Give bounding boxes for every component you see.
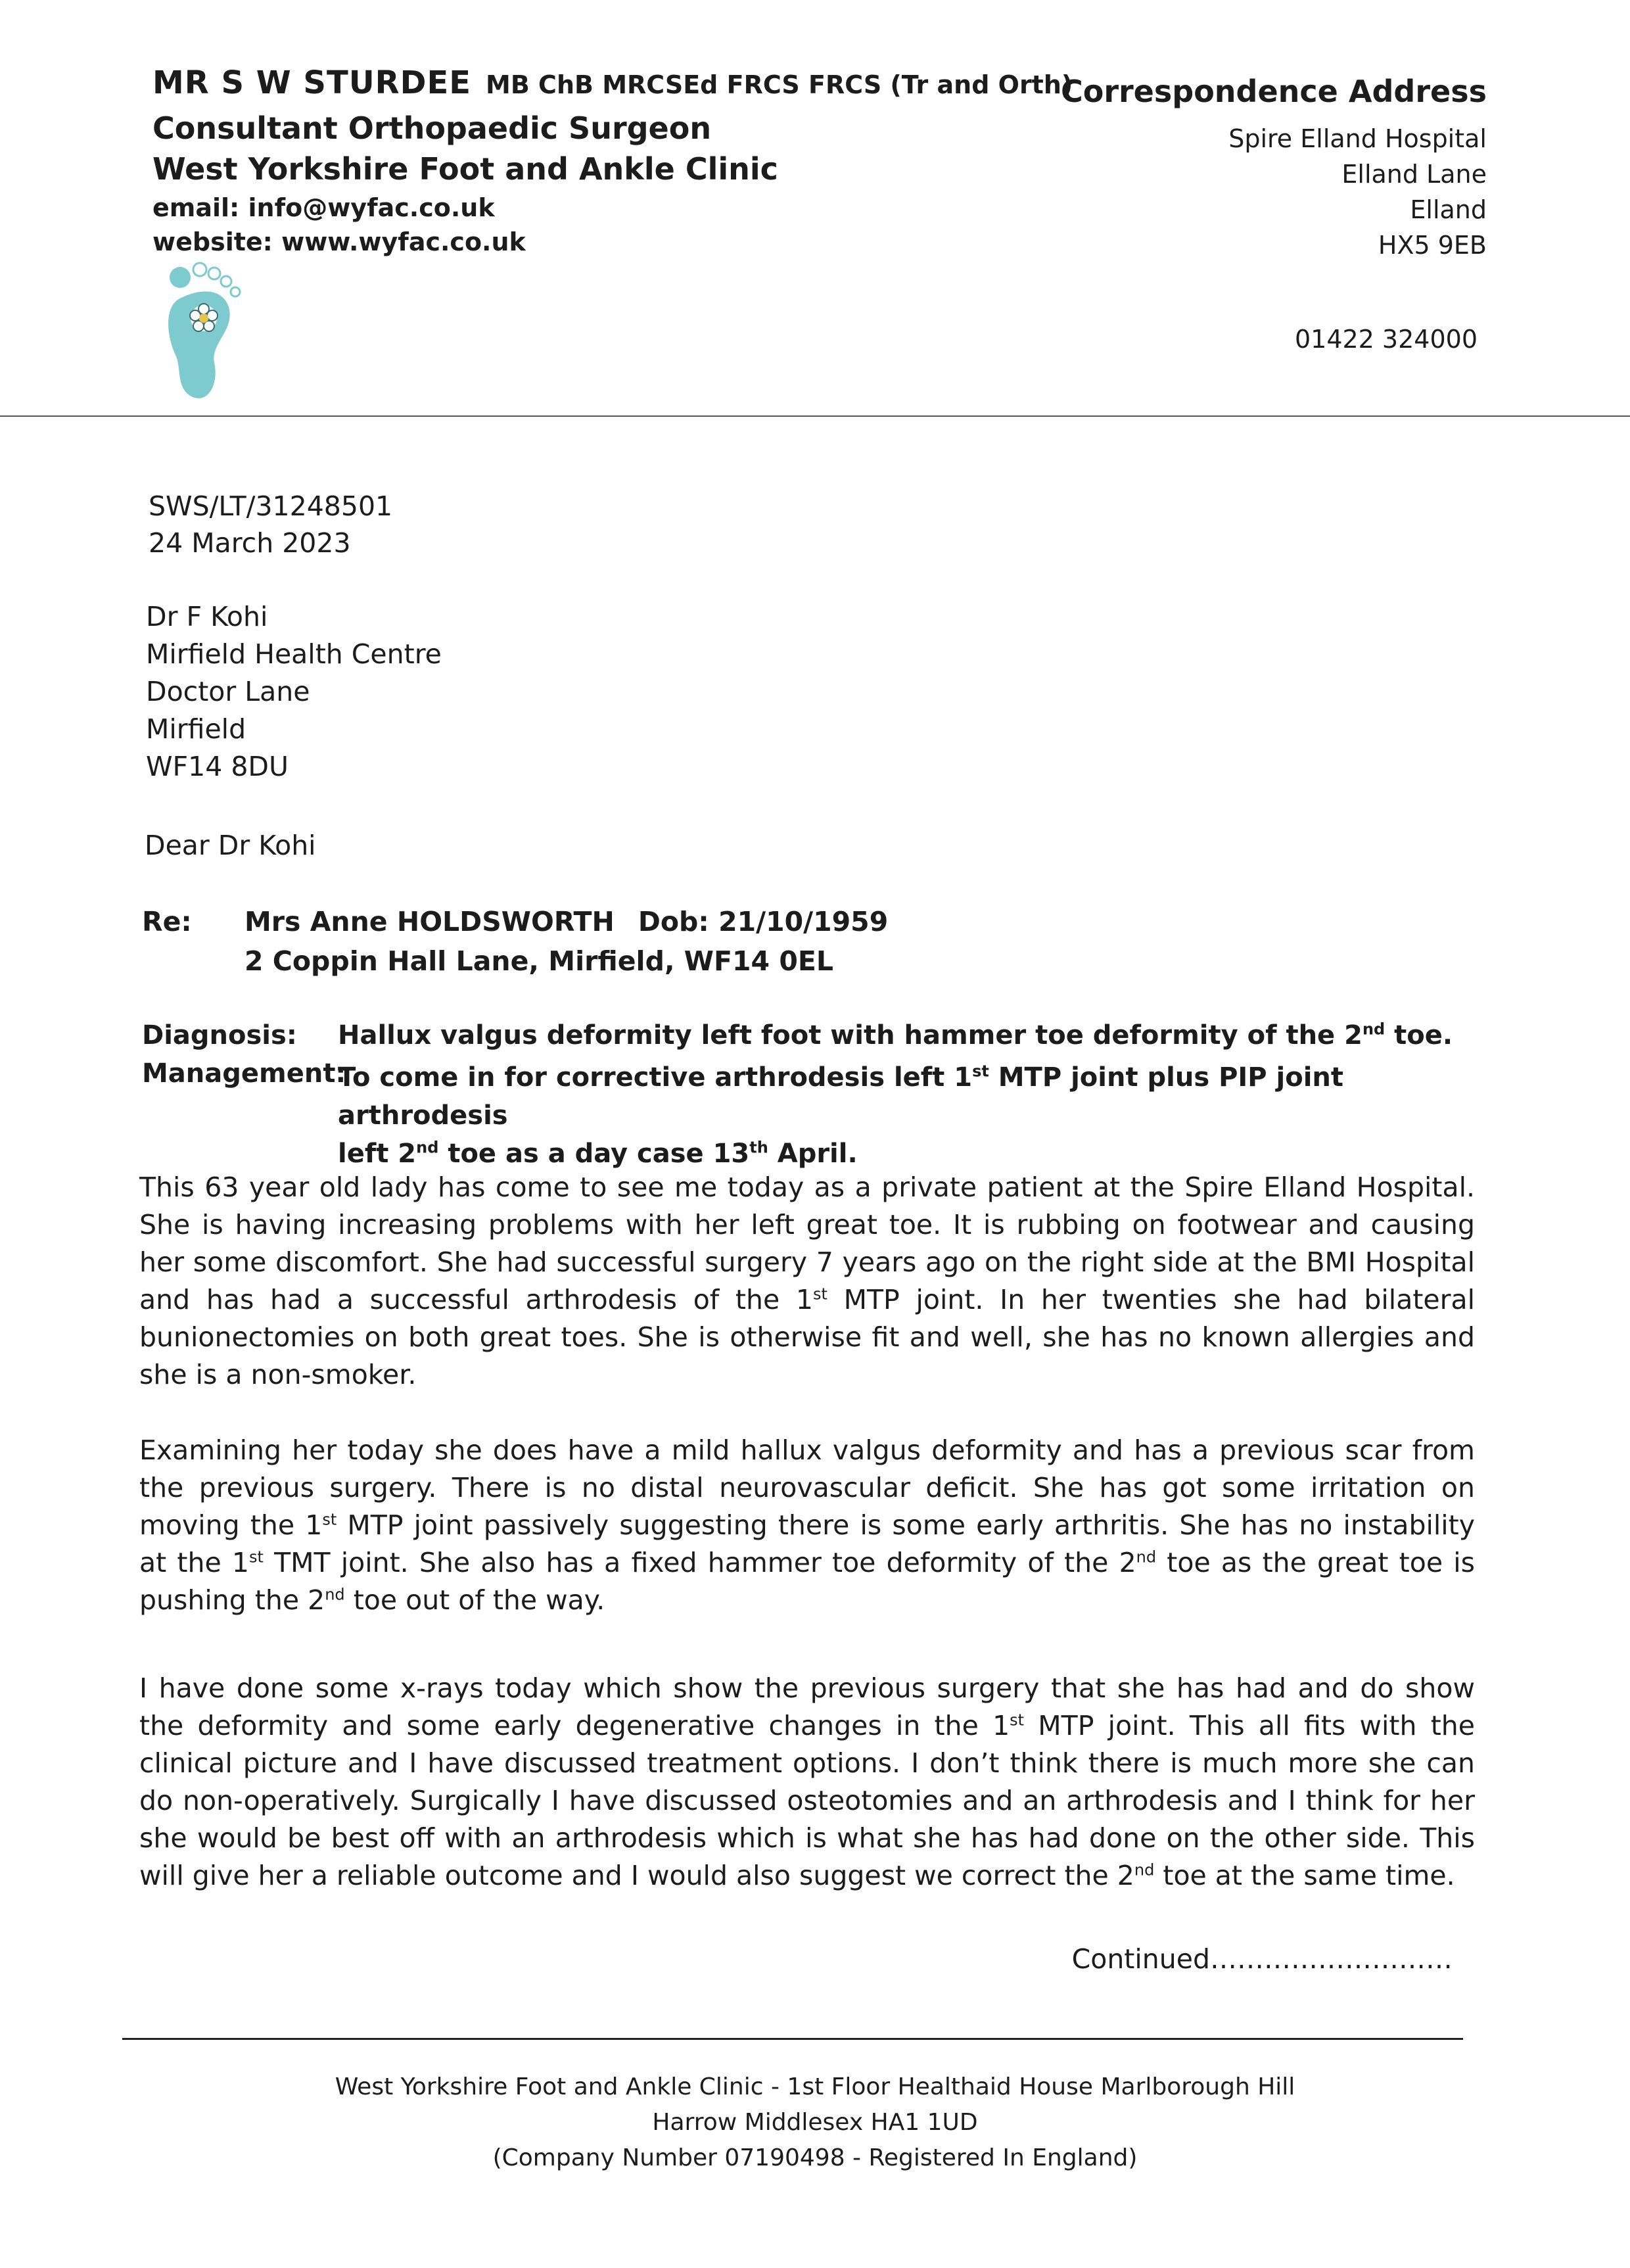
salutation: Dear Dr Kohi [145, 830, 316, 861]
recipient-line: Mirfield Health Centre [146, 638, 442, 670]
footer-divider [122, 2038, 1463, 2040]
paragraph-text: MTP joint. This all fits with the clinical picture and I have discussed treatment options. I don’t think there is much more she can do non-operatively. Surgically I have discussed osteotomies and an arthrodesis and I think for her she would be best off with an arthrodesis which is what she has had done on the other side. This will give her a reliable outcome and I would also suggest we correct the 2 [139, 1710, 1475, 1891]
recipient-line: Mirfield [146, 713, 246, 745]
footer-company: (Company Number 07190498 - Registered In England) [492, 2144, 1138, 2171]
management-line-1 [338, 1062, 1343, 1131]
management-text-part: April. [768, 1139, 858, 1169]
patient-dob: Dob: 21/10/1959 [638, 906, 889, 937]
paragraph-text: toe at the same time. [1154, 1860, 1455, 1891]
surgeon-qualifications: MB ChB MRCSEd FRCS FRCS (Tr and Orth) [486, 70, 1073, 99]
ordinal-suffix: nd [1134, 1860, 1155, 1879]
paragraph-plan [139, 1670, 1475, 1895]
footer-town: Harrow Middlesex HA1 1UD [652, 2109, 978, 2136]
ordinal-suffix: st [322, 1510, 337, 1529]
letter-date: 24 March 2023 [149, 527, 351, 559]
ordinal-suffix: nd [1136, 1547, 1157, 1567]
clinic-website: website: www.wyfac.co.uk [152, 227, 526, 256]
diagnosis-text [338, 1020, 1455, 1051]
ordinal-suffix: st [248, 1547, 264, 1567]
paragraph-text: toe as the great toe is pushing the 2 [139, 1547, 1475, 1616]
patient-address: 2 Coppin Hall Lane, Mirfield, WF14 0EL [244, 945, 834, 977]
re-label: Re: [142, 906, 192, 937]
paragraph-history [139, 1169, 1475, 1394]
diagnosis-label: Diagnosis: [142, 1020, 297, 1051]
surgeon-name-text: MR S W STURDEE [152, 64, 472, 101]
ordinal-suffix: nd [325, 1585, 345, 1604]
correspondence-phone: 01422 324000 [1294, 325, 1478, 354]
management-line-2 [338, 1135, 1481, 1173]
recipient-line: Dr F Kohi [146, 601, 268, 632]
management-text-part: left 2 [338, 1139, 417, 1169]
continued-marker: Continued……………………… [1071, 1943, 1453, 1975]
ordinal-suffix: nd [1362, 1020, 1386, 1039]
ordinal-suffix: st [972, 1062, 989, 1081]
foot-icon [156, 258, 255, 402]
clinic-name: West Yorkshire Foot and Ankle Clinic [152, 151, 778, 187]
paragraph-examination [139, 1432, 1475, 1619]
ordinal-suffix: th [749, 1138, 768, 1157]
recipient-line: WF14 8DU [146, 751, 289, 782]
reference-number: SWS/LT/31248501 [149, 490, 393, 522]
correspondence-heading: Correspondence Address [1060, 74, 1487, 109]
management-text [338, 1058, 1481, 1173]
diagnosis-text-part: toe. [1385, 1020, 1453, 1051]
diagnosis-text-part: Hallux valgus deformity left foot with hammer toe deformity of the 2 [338, 1020, 1362, 1051]
management-label: Management: [142, 1058, 346, 1089]
recipient-line: Doctor Lane [146, 676, 310, 707]
recipient-address [146, 598, 442, 786]
footer [0, 2069, 1630, 2176]
reference-block [149, 488, 392, 561]
paragraph-text: toe out of the way. [344, 1584, 605, 1616]
header-divider [0, 415, 1630, 417]
correspondence-address [1061, 74, 1487, 263]
surgeon-name [152, 64, 1073, 101]
management-text-part: toe as a day case 13 [438, 1139, 750, 1169]
correspondence-line: Spire Elland Hospital [1228, 124, 1487, 153]
patient-line [244, 906, 888, 937]
paragraph-text: Examining her today she does have a mild hallux valgus deformity and has a previous scar from the previous surgery. There is no distal neurovascular deficit. She has got some irritation on moving the 1 [139, 1434, 1475, 1541]
surgeon-title: Consultant Orthopaedic Surgeon [152, 110, 712, 146]
clinic-email: email: info@wyfac.co.uk [152, 193, 495, 222]
footer-address: West Yorkshire Foot and Ankle Clinic - 1st Floor Healthaid House Marlborough Hill [335, 2073, 1295, 2100]
patient-name: Mrs Anne HOLDSWORTH [244, 906, 615, 937]
ordinal-suffix: st [1010, 1711, 1025, 1730]
ordinal-suffix: st [813, 1285, 827, 1304]
correspondence-line: HX5 9EB [1378, 231, 1487, 260]
paragraph-text: This 63 year old lady has come to see me today as a private patient at the Spire Elland Hospital. She is having increasing problems with her left great toe. It is rubbing on footwear and causing her some discomfort. She had successful surgery 7 years ago on the right side at the BMI Hospital and has had a successful arthrodesis of the 1 [139, 1171, 1475, 1315]
paragraph-text: MTP joint. In her twenties she had bilateral bunionectomies on both great toes. She is otherwise fit and well, she has no known allergies and she is a non-smoker. [139, 1284, 1475, 1390]
correspondence-line: Elland [1410, 195, 1487, 224]
correspondence-line: Elland Lane [1341, 160, 1487, 189]
management-text-part: MTP joint plus PIP joint arthrodesis [338, 1062, 1344, 1131]
paragraph-text: I have done some x-rays today which show the previous surgery that she has had and do show the deformity and some early degenerative changes in the 1 [139, 1672, 1475, 1741]
ordinal-suffix: nd [416, 1138, 439, 1157]
paragraph-text: TMT joint. She also has a fixed hammer toe deformity of the 2 [263, 1547, 1136, 1578]
paragraph-text: MTP joint passively suggesting there is some early arthritis. She has no instability at the 1 [139, 1509, 1475, 1578]
management-text-part: To come in for corrective arthrodesis left 1 [338, 1062, 973, 1093]
